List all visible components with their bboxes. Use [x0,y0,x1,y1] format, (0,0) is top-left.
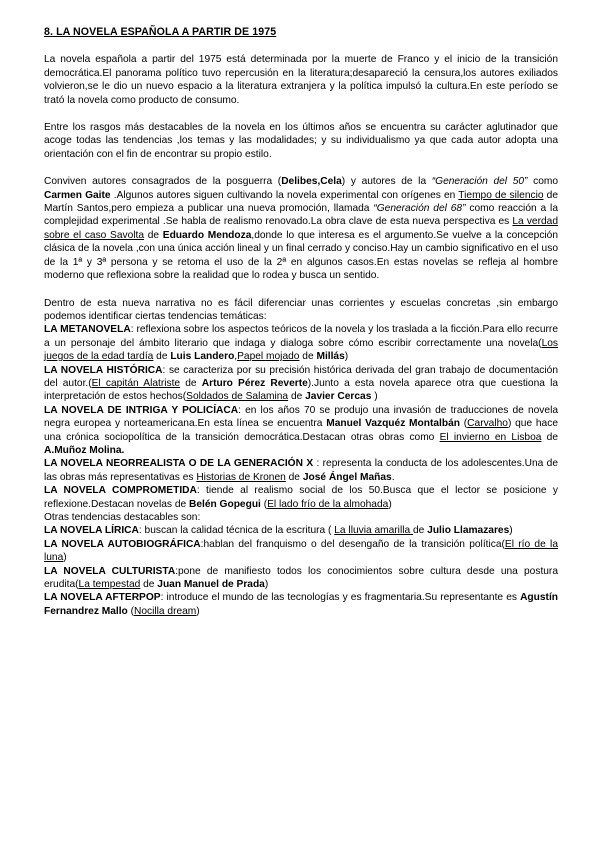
author-name: A.Muñoz Molina. [44,444,125,456]
trend-term: LA NOVELA CULTURISTA [44,565,176,577]
text-run: :pone de manifiesto todos los conocimientos sobre cultura desde una postura erudita( [44,565,558,591]
text-run: como [527,176,559,188]
text-run: ) [344,351,349,363]
book-title: El capitán Alatriste [91,377,181,389]
text-run: de [412,525,428,537]
trend-afterpop [44,591,558,618]
author-name: Juan Manuel de Prada [157,579,265,591]
book-title: Historias de Kronen [196,471,286,483]
text-run: de [180,377,202,389]
text-run: : introduce el mundo de las tecnologías y es fragmentaria.Su representante es [160,592,521,604]
text-run: : representa la conducta de los adolescentes.Una de las obras más representativas es [44,458,559,483]
text-run: de [144,229,163,241]
book-title: La verdad sobre el caso Savolta [44,216,558,241]
other-trends-label: Otras tendencias destacables son: [44,512,201,523]
text-run: de Martín Santos,pero empieza a publicar una nueva promoción, llamada [44,189,559,215]
author-name: Millás [316,351,345,363]
trend-term: LA NOVELA LÍRICA [44,525,139,537]
text-run: ).Junto a esta novela aparece otra que cuestiona la interpretación de estos hechos( [44,377,559,403]
text-run: de [285,471,303,483]
trend-term: LA NOVELA NEORREALISTA O DE LA GENERACIÓN X [44,458,314,470]
text-run: ( [260,498,268,510]
paragraph-intro: La novela española a partir del 1975 está determinada por la muerte de Franco y el inicio de la transición democrática.El panorama político tuvo repercusión en la literatura;desapareció la censura,los autores exiliados volvieron,se le dio un nuevo espacio a la literatura extranjera y la política impulsó la cultura.En este período se trató la novela como producto de consumo. [44,54,558,106]
text-run: como reacción a la complejidad experimental .Se habla de realismo renovado.La obra clave de esta nueva perspectiva es [44,203,558,228]
text-run: .Algunos autores siguen cultivando la novela experimental con orígenes en [110,189,459,201]
author-name: Belén Gopegui [188,498,261,510]
text-run: de [541,431,559,443]
text-run: : se caracteriza por su precisión histórica derivada del gran trabajo de documentación del autor.( [44,364,558,389]
text-run: ) [371,391,378,403]
author-name: Arturo Pérez Reverte [201,377,308,389]
trend-neorrealista [44,457,558,484]
author-name: José Ángel Mañas [302,471,392,483]
trend-term: LA NOVELA HISTÓRICA [44,364,163,376]
text-run: ( [127,605,135,617]
book-title: Carvalho [467,418,508,430]
author-name: Eduardo Mendoza [162,229,252,241]
text-run: ) [196,605,200,617]
trend-culturista [44,565,558,592]
book-title: El lado frío de la almohada [267,498,389,510]
text-run: , [234,351,238,363]
text-run: de [299,351,317,363]
book-title: La tempestad [78,579,141,591]
text-run: : tiende al realismo social de los 50.Busca que el lector se posicione y reflexione.Destacan novelas de [44,485,559,510]
author-name: Carmen Gaite [44,189,111,201]
author-name: Manuel Vazquéz Montalbán [326,418,460,430]
trend-metanovela [44,323,558,363]
trend-term: LA METANOVELA [44,324,131,336]
text-run: ) [388,498,392,510]
trend-term: LA NOVELA AUTOBIOGRÁFICA [44,538,201,550]
author-name: Luis Landero [170,351,235,363]
text-run: ) [63,552,67,564]
text-run: Conviven autores consagrados de la posguerra ( [44,176,282,188]
text-run: de [288,391,306,403]
text-run: ) y autores de la [341,176,432,188]
text-run: : reflexiona sobre los aspectos teóricos de la novela y los traslada a la ficción.Para ello recurre a un personaje del ámbito literario que indaga y dialoga sobre cómo escribir correctamente una novela( [44,324,558,349]
book-title: Tiempo de silencio [458,189,544,201]
book-title: La lluvia amarilla [334,525,413,537]
text-run: ,donde lo que interesa es el argumento.Se vuelve a la concepción clásica de la novela ,con una única acción lineal y un final cerrado y conciso.Hay un cambio significativo en el uso de la 1ª y 3ª persona y se retoma el uso de la 2ª en algunos casos.En estas novelas se refleja al hombre moderno que reflexiona sobre la realidad que lo rodea y busca un sentido. [44,229,559,282]
text-run: de [153,351,171,363]
generation-name: “Generación del 50” [431,176,528,188]
trend-term: LA NOVELA COMPROMETIDA [44,485,197,497]
book-title: El invierno en Lisboa [439,431,542,443]
document-page [44,26,558,618]
generation-name: “Generación del 68” [373,203,466,215]
text-run: : en los años 70 se produjo una invasión de traducciones de novela negra europea y norteamericana.En esta línea se encuentra [44,404,558,430]
paragraph-tendencias-intro: Dentro de esta nueva narrativa no es fácil diferenciar unas corrientes y escuelas concretas ,sin embargo podemos identificar ciertas tendencias temáticas: [44,297,558,322]
trend-term: LA NOVELA DE INTRIGA Y POLICÍACA [44,404,239,416]
text-run: ( [460,418,468,430]
trend-intriga [44,404,558,458]
paragraph-rasgos: Entre los rasgos más destacables de la novela en los últimos años se encuentra su carácter aglutinador que acoge todas las tendencias ,los temas y las modalidades; y su individualismo ya que cada autor adopta una orientación con el fin de encontrar su propio estilo. [44,122,558,160]
text-run: :hablan del franquismo o del desengaño de la transición política( [200,538,505,550]
text-run: ) [509,525,513,537]
book-title: Nocilla dream [134,605,197,617]
book-title: Soldados de Salamina [186,391,289,403]
section-heading: 8. LA NOVELA ESPAÑOLA A PARTIR DE 1975 [44,26,277,38]
author-name: Delibes,Cela [281,176,342,188]
trend-term: LA NOVELA AFTERPOP [44,592,161,604]
text-run: ) que hace una crónica sociopolítica de la transición democrática.Destacan otras obras como [44,418,558,443]
trend-autobiografica [44,538,558,565]
trend-comprometida [44,484,558,511]
author-name: Agustín Fernandrez Mallo [44,592,558,617]
text-run: . [391,471,395,483]
book-title: Papel mojado [237,351,300,363]
paragraph-autores [44,175,558,282]
trend-lirica [44,524,558,537]
book-title: El río de la luna [44,538,558,564]
trend-historica [44,364,558,404]
text-run: de [140,579,158,591]
text-run: : buscan la calidad técnica de la escritura ( [138,525,335,537]
text-run: ) [264,579,269,591]
author-name: Javier Cercas [305,391,372,403]
author-name: Julio Llamazares [427,525,510,537]
book-title: Los juegos de la edad tardía [44,337,558,363]
